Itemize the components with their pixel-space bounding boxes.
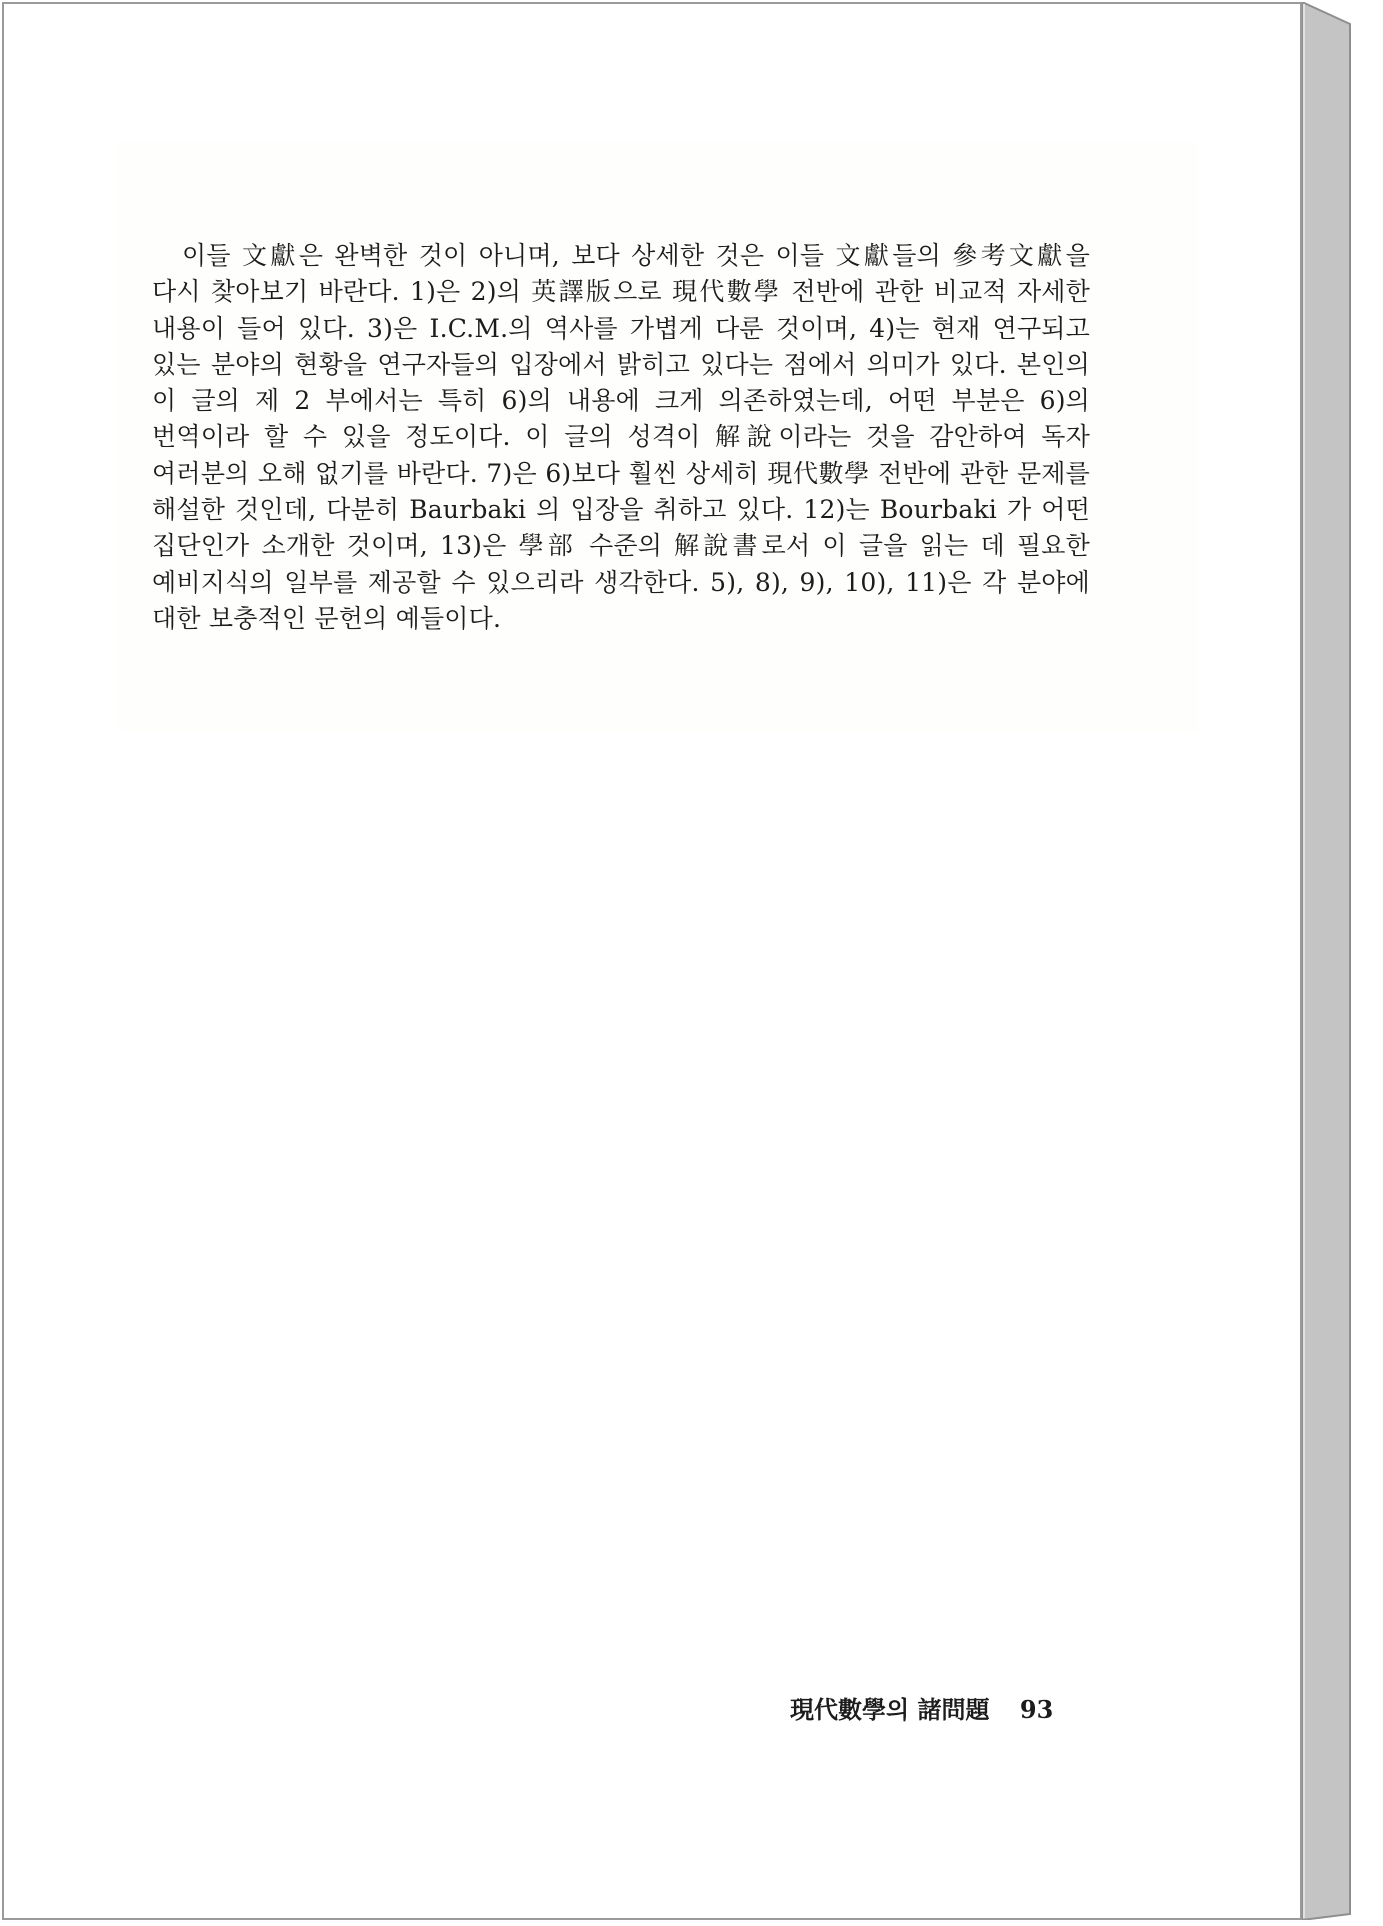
page-footer	[790, 1690, 1053, 1725]
running-title: 現代數學의 諸問題	[790, 1695, 990, 1724]
page-number: 93	[1019, 1695, 1054, 1724]
body-paragraph: 이들 文獻은 완벽한 것이 아니며, 보다 상세한 것은 이들 文獻들의 參考文獻을 다시 찾아보기 바란다. 1)은 2)의 英譯版으로 現代數學 전반에 관한 비교적 자세한 내용이 들어 있다. 3)은 I.C.M.의 역사를 가볍게 다룬 것이며, 4)는 현재 연구되고 있는 분야의 현황을 연구자들의 입장에서 밝히고 있다는 점에서 의미가 있다. 본인의 이 글의 제 2 부에서는 특히 6)의 내용에 크게 의존하였는데, 어떤 부분은 6)의 번역이라 할 수 있을 정도이다. 이 글의 성격이 解說이라는 것을 감안하여 독자 여러분의 오해 없기를 바란다. 7)은 6)보다 훨씬 상세히 現代數學 전반에 관한 문제를 해설한 것인데, 다분히 Baurbaki 의 입장을 취하고 있다. 12)는 Bourbaki 가 어떤 집단인가 소개한 것이며, 13)은 學部 수준의 解說書로서 이 글을 읽는 데 필요한 예비지식의 일부를 제공할 수 있으리라 생각한다. 5), 8), 9), 10), 11)은 각 분야에 대한 보충적인 문헌의 예들이다.	[152, 241, 1090, 633]
page-stack-edge	[1302, 2, 1360, 1920]
